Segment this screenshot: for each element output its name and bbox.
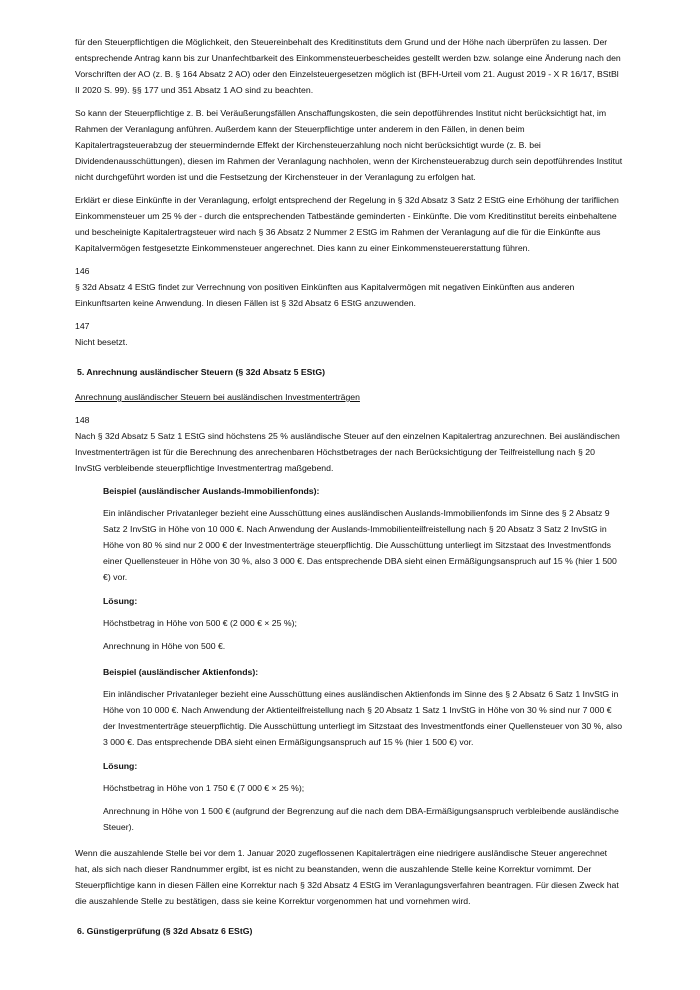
section-heading-5: 5. Anrechnung ausländischer Steuern (§ 32d Absatz 5 EStG) (77, 367, 325, 377)
paragraph-148: Nach § 32d Absatz 5 Satz 1 EStG sind höchstens 25 % ausländische Steuer auf den einzelnen Kapitalertrag anzurechnen. Bei ausländischen Investmenterträgen ist für die Berechnung des anrechenbaren Höchstbetrages der nach Berücksichtigung der Teilfreistellung nach § 20 InvStG verbleibende steuerpflichtige Investmentertrag maßgebend. (75, 431, 620, 473)
solution-line: Anrechnung in Höhe von 500 €. (103, 641, 226, 651)
example-immobilienfonds (103, 483, 623, 654)
paragraph-anschaffungskosten: So kann der Steuerpflichtige z. B. bei Veräußerungsfällen Anschaffungskosten, die sein depotführendes Institut nicht berücksichtigt hat, im Rahmen der Veranlagung anführen. Außerdem kann der Steuerpflichtige unter anderem in den Fällen, in denen beim Kapitalertragsteuerabzug der steuermindernde Effekt der Kirchensteuerzahlung noch nicht berücksichtigt wurde (z. B. bei Dividendenausschüttungen), diesen im Rahmen der Veranlagung nachholen, wenn der Kirchensteuerabzug durch sein depotführendes Institut nicht durchgeführt worden ist und die Festsetzung der Kirchensteuer in der Veranlagung zu erfolgen hat. (75, 108, 623, 182)
paragraph-147: Nicht besetzt. (75, 337, 128, 347)
document-page (75, 34, 623, 948)
example-title: Beispiel (ausländischer Aktienfonds): (103, 667, 259, 677)
example-text: Ein inländischer Privatanleger bezieht eine Ausschüttung eines ausländischen Aktienfonds im Sinne des § 2 Absatz 6 Satz 1 InvStG in Höhe von 10 000 €. Nach Anwendung der Aktienteilfreistellung nach § 20 Absatz 1 Satz 1 InvStG in Höhe von 30 % sind nur 7 000 € der Investmenterträge steuerpflichtig. Die Ausschüttung unterliegt im Sitzstaat des Investmentfonds einer Quellensteuer von 30 %, also 3 000 €. Das entsprechende DBA sieht einen Ermäßigungsanspruch auf 15 % (hier 1 500 €) vor. (103, 689, 623, 747)
paragraph-146: § 32d Absatz 4 EStG findet zur Verrechnung von positiven Einkünften aus Kapitalvermögen mit negativen Einkünften aus anderen Einkunftsarten keine Anwendung. In diesen Fällen ist § 32d Absatz 6 EStG anzuwenden. (75, 282, 575, 308)
example-aktienfonds (103, 664, 623, 835)
paragraph-korrektur: Wenn die auszahlende Stelle bei vor dem 1. Januar 2020 zugeflossenen Kapitalerträgen eine niedrigere ausländische Steuer angerechnet hat, als sich nach dieser Randnummer ergibt, ist es nicht zu beanstanden, wenn die auszahlende Stelle keine Korrektur vornimmt. Der Steuerpflichtige kann in diesen Fällen eine Korrektur nach § 32d Absatz 4 EStG im Veranlagungsverfahren beantragen. Für diesen Zweck hat die auszahlende Stelle zu bestätigen, dass sie keine Korrektur vorgenommen hat und vornehmen wird. (75, 848, 619, 906)
margin-number-148: 148 (75, 415, 90, 425)
solution-label: Lösung: (103, 596, 138, 606)
paragraph-steuereinbehalt: für den Steuerpflichtigen die Möglichkeit, den Steuereinbehalt des Kreditinstituts dem Grund und der Höhe nach überprüfen zu lassen. Der entsprechende Antrag kann bis zur Unanfechtbarkeit des Einkommensteuerbescheides gestellt werden bzw. solange eine Änderung nach den Vorschriften der AO (z. B. § 164 Absatz 2 AO) oder den Einzelsteuergesetzen möglich ist (BFH-Urteil vom 21. August 2019 - X R 16/17, BStBl II 2020 S. 99). §§ 177 und 351 Absatz 1 AO sind zu beachten. (75, 37, 621, 95)
section-subheading: Anrechnung ausländischer Steuern bei ausländischen Investmenterträgen (75, 392, 360, 402)
solution-line: Höchstbetrag in Höhe von 1 750 € (7 000 € × 25 %); (103, 783, 305, 793)
paragraph-veranlagung: Erklärt er diese Einkünfte in der Veranlagung, erfolgt entsprechend der Regelung in § 32d Absatz 3 Satz 2 EStG eine Erhöhung der tariflichen Einkommensteuer um 25 % der - durch die entsprechenden Tatbestände geminderten - Einkünfte. Die vom Kreditinstitut bereits einbehaltene und bescheinigte Kapitalertragsteuer wird nach § 36 Absatz 2 Nummer 2 EStG im Rahmen der Veranlagung auf die für die Einkünfte aus Kapitalvermögen festgesetzte Einkommensteuer angerechnet. Dies kann zu einer Einkommensteuererstattung führen. (75, 195, 619, 253)
solution-label: Lösung: (103, 761, 138, 771)
solution-line: Anrechnung in Höhe von 1 500 € (aufgrund der Begrenzung auf die nach dem DBA-Ermäßigungsanspruch verbleibende ausländische Steuer). (103, 806, 619, 832)
section-heading-6: 6. Günstigerprüfung (§ 32d Absatz 6 EStG) (77, 926, 253, 936)
example-text: Ein inländischer Privatanleger bezieht eine Ausschüttung eines ausländischen Auslands-Immobilienfonds im Sinne des § 2 Absatz 9 Satz 2 InvStG in Höhe von 10 000 €. Nach Anwendung der Auslands-Immobilienteilfreistellung nach § 20 Absatz 3 Satz 2 InvStG in Höhe von 80 % sind nur 2 000 € der Investmenterträge steuerpflichtig. Die Ausschüttung unterliegt im Sitzstaat des Investmentfonds einer Quellensteuer in Höhe von 30 %, also 3 000 €. Das entsprechende DBA sieht einen Ermäßigungsanspruch auf 15 % (hier 1 500 €) vor. (103, 508, 617, 582)
margin-number-147: 147 (75, 321, 90, 331)
example-title: Beispiel (ausländischer Auslands-Immobilienfonds): (103, 486, 320, 496)
solution-line: Höchstbetrag in Höhe von 500 € (2 000 € × 25 %); (103, 618, 297, 628)
margin-number-146: 146 (75, 266, 90, 276)
